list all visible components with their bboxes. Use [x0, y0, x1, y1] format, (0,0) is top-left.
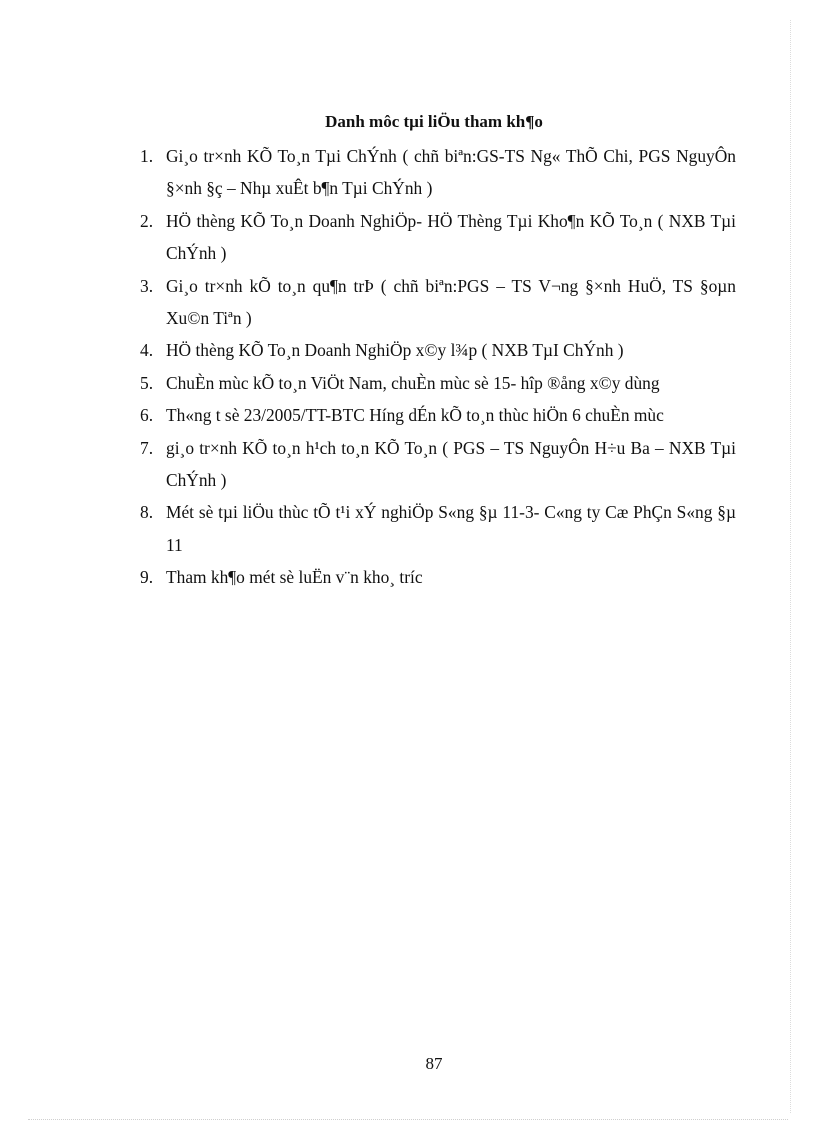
list-item-number: 5. [140, 372, 154, 393]
list-item-number: 1. [140, 146, 154, 166]
list-item-number: 7. [140, 437, 154, 458]
list-item-number: 8. [140, 502, 154, 523]
list-item [140, 561, 736, 593]
page-number: 87 [425, 1054, 443, 1073]
list-item-text: ChuÈn mùc kÕ to¸n ViÖt Nam, chuÈn mùc sè 15- hîp ®ång x©y dùng [166, 372, 660, 393]
list-item [140, 496, 736, 561]
list-item [140, 432, 736, 497]
list-item-number: 6. [140, 405, 154, 426]
list-item-text: HÖ thèng KÕ To¸n Doanh NghiÖp x©y l¾p ( NXB TµI ChÝnh ) [166, 340, 624, 361]
list-item [140, 270, 736, 335]
list-item-number: 2. [140, 210, 154, 231]
list-item [140, 399, 736, 431]
list-item [140, 367, 736, 399]
list-item-text: Th«ng t sè 23/2005/TT-BTC Híng dÉn kÕ to¸n thùc hiÖn 6 chuÈn mùc [166, 405, 664, 426]
list-item-text: Mét sè tµi liÖu thùc tÕ t¹i xÝ nghiÖp S«ng §µ 11-3- C«ng ty Cæ PhÇn S«ng §µ 11 [166, 502, 736, 555]
list-item [140, 334, 736, 366]
list-item-text: Gi¸o tr×nh kÕ to¸n qu¶n trÞ ( chñ biªn:PGS – TS V¬ng §×nh HuÖ, TS §oµn Xu©n Tiªn ) [166, 275, 736, 329]
page-border-bottom [28, 1119, 788, 1120]
list-item-number: 3. [140, 275, 154, 296]
list-item-text: gi¸o tr×nh KÕ to¸n h¹ch to¸n KÕ To¸n ( PGS – TS NguyÔn H÷u Ba – NXB Tµi ChÝnh ) [166, 437, 736, 491]
reference-list [140, 140, 736, 594]
list-item-text: Gi¸o tr×nh KÕ To¸n Tµi ChÝnh ( chñ biªn:GS-TS Ng« ThÕ Chi, PGS NguyÔn §×nh §ç – Nhµ xuÊt b¶n Tµi ChÝnh ) [166, 146, 736, 199]
list-item-text: Tham kh¶o mét sè luËn v¨n kho¸ tríc [166, 567, 423, 588]
list-item-number: 4. [140, 340, 154, 361]
list-item [140, 205, 736, 270]
page-title: Danh môc tµi liÖu tham kh¶o [325, 112, 543, 131]
list-item-number: 9. [140, 567, 154, 588]
list-item-text: HÖ thèng KÕ To¸n Doanh NghiÖp- HÖ Thèng Tµi Kho¶n KÕ To¸n ( NXB Tµi ChÝnh ) [166, 210, 736, 264]
list-item [140, 140, 736, 205]
page-border-right [790, 20, 791, 1113]
